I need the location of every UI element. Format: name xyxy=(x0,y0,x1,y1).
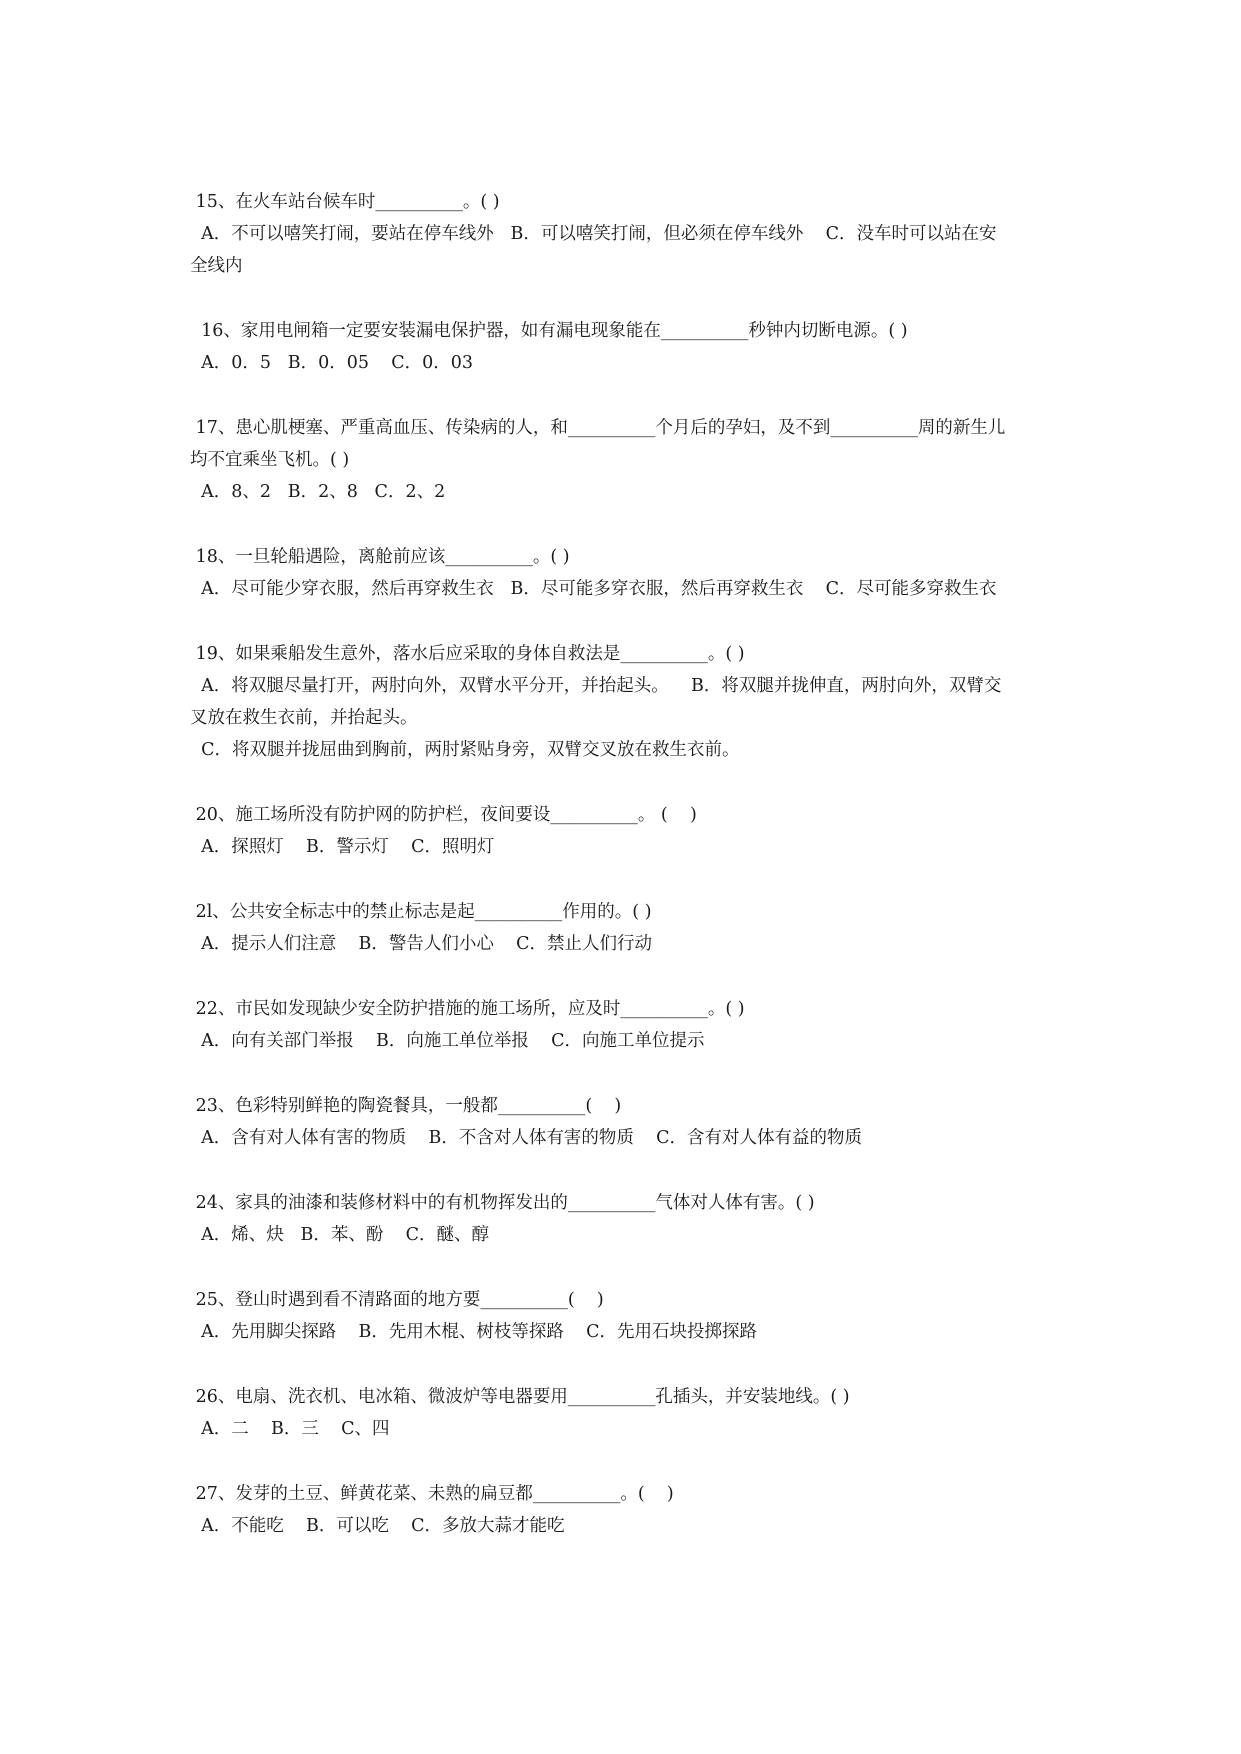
options-text: A．不能吃 B．可以吃 C．多放大蒜才能吃 xyxy=(190,1516,565,1536)
question-text: 27、发芽的土豆、鲜黄花菜、未熟的扁豆都__________。( ) xyxy=(190,1484,674,1504)
question-text-continued: 均不宜乘坐飞机。( ) xyxy=(190,450,350,470)
question-text: 16、家用电闸箱一定要安装漏电保护器，如有漏电现象能在__________秒钟内切断电源。( ) xyxy=(190,321,908,341)
options-text: A．尽可能少穿衣服，然后再穿救生衣 B．尽可能多穿衣服，然后再穿救生衣 C．尽可能多穿救生衣 xyxy=(190,579,997,599)
options-text: A．先用脚尖探路 B．先用木棍、树枝等探路 C．先用石块投掷探路 xyxy=(190,1322,758,1342)
options-text: A．将双腿尽量打开，两肘向外，双臂水平分开，并抬起头。 B．将双腿并拢伸直，两肘向外，双臂交 xyxy=(190,676,1002,696)
question-text: 17、患心肌梗塞、严重高血压、传染病的人，和__________个月后的孕妇，及不到__________周的新生儿 xyxy=(190,418,1006,438)
question-17 xyxy=(190,412,1060,508)
question-27 xyxy=(190,1478,1060,1542)
options-text-continued: 叉放在救生衣前，并抬起头。 xyxy=(190,708,418,728)
question-21 xyxy=(190,896,1060,960)
question-text: 2l、公共安全标志中的禁止标志是起__________作用的。( ) xyxy=(190,902,652,922)
options-text: A．二 B．三 C、四 xyxy=(190,1419,390,1439)
options-text: A．提示人们注意 B．警告人们小心 C．禁止人们行动 xyxy=(190,934,653,954)
question-text: 22、市民如发现缺少安全防护措施的施工场所，应及时__________。( ) xyxy=(190,999,745,1019)
question-23 xyxy=(190,1090,1060,1154)
question-20 xyxy=(190,799,1060,863)
question-text: 18、一旦轮船遇险，离舱前应该__________。( ) xyxy=(190,547,570,567)
question-text: 23、色彩特别鲜艳的陶瓷餐具，一般都__________( ) xyxy=(190,1096,622,1116)
question-text: 25、登山时遇到看不清路面的地方要__________( ) xyxy=(190,1290,604,1310)
question-text: 19、如果乘船发生意外，落水后应采取的身体自救法是__________。( ) xyxy=(190,644,745,664)
options-text-c: C．将双腿并拢屈曲到胸前，两肘紧贴身旁，双臂交叉放在救生衣前。 xyxy=(190,740,740,760)
question-25 xyxy=(190,1284,1060,1348)
options-text-continued: 全线内 xyxy=(190,256,243,276)
question-26 xyxy=(190,1381,1060,1445)
question-text: 20、施工场所没有防护网的防护栏，夜间要设__________。 ( ) xyxy=(190,805,697,825)
options-text: A．含有对人体有害的物质 B．不含对人体有害的物质 C．含有对人体有益的物质 xyxy=(190,1128,863,1148)
question-24 xyxy=(190,1187,1060,1251)
options-text: A．向有关部门举报 B．向施工单位举报 C．向施工单位提示 xyxy=(190,1031,705,1051)
question-19 xyxy=(190,638,1060,766)
question-text: 15、在火车站台候车时__________。( ) xyxy=(190,192,500,212)
question-text: 24、家具的油漆和装修材料中的有机物挥发出的__________气体对人体有害。( ) xyxy=(190,1193,815,1213)
question-list xyxy=(190,186,1060,1575)
options-text: A．0．5 B．0．05 C．0．03 xyxy=(190,353,474,373)
options-text: A．探照灯 B．警示灯 C．照明灯 xyxy=(190,837,495,857)
question-18 xyxy=(190,541,1060,605)
options-text: A．8、2 B．2、8 C．2、2 xyxy=(190,482,446,502)
options-text: A．不可以嘻笑打闹，要站在停车线外 B．可以嘻笑打闹，但必须在停车线外 C．没车时可以站在安 xyxy=(190,224,997,244)
question-text: 26、电扇、洗衣机、电冰箱、微波炉等电器要用__________孔插头，并安装地线。( ) xyxy=(190,1387,850,1407)
question-16 xyxy=(190,315,1060,379)
options-text: A．烯、炔 B．苯、酚 C．醚、醇 xyxy=(190,1225,489,1245)
question-22 xyxy=(190,993,1060,1057)
question-15 xyxy=(190,186,1060,282)
